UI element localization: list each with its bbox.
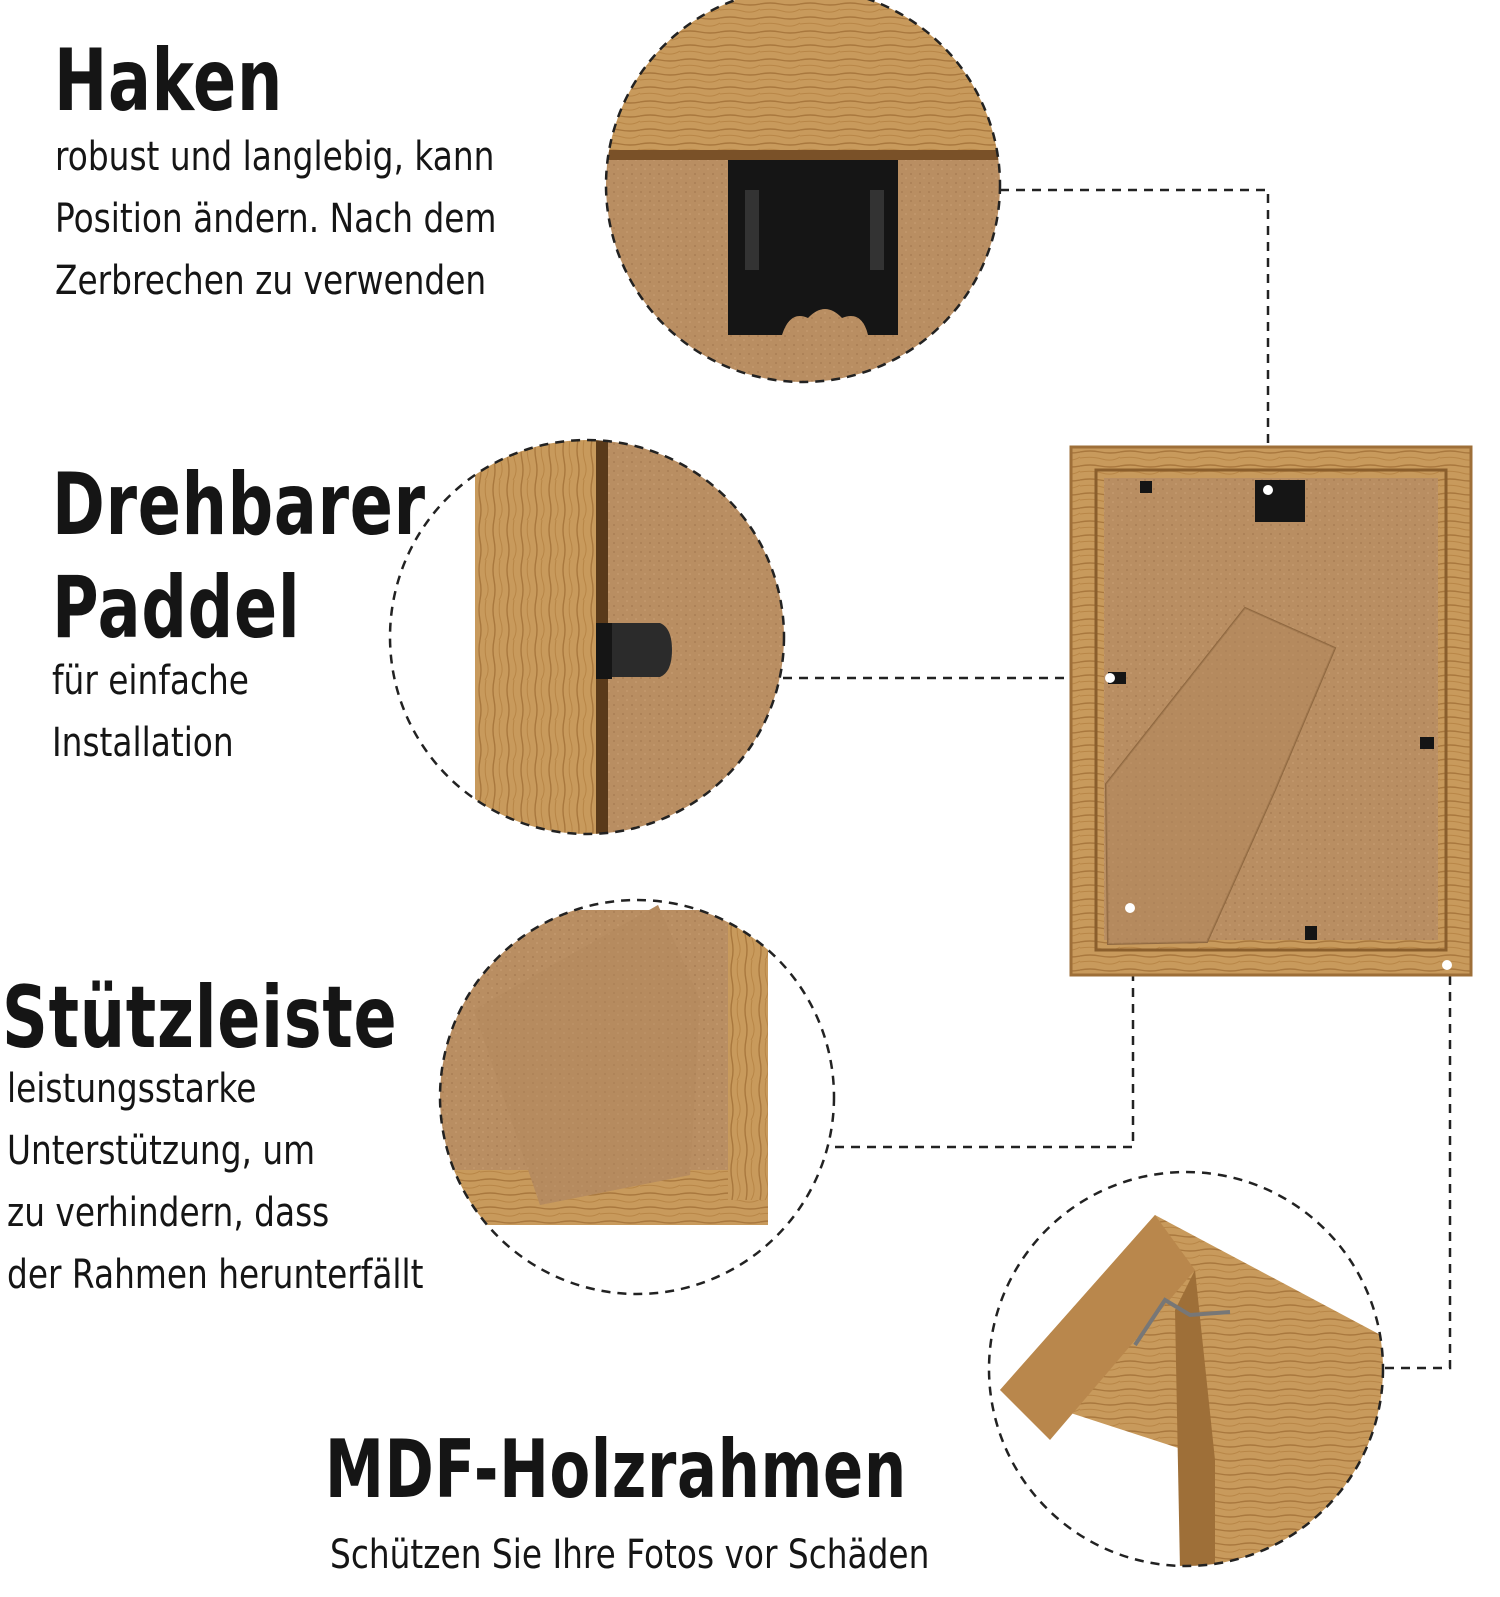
paddel-line-2: Installation — [52, 720, 234, 766]
paddel-title-line-1: Drehbarer — [52, 455, 426, 555]
stuetzleiste-line-1: leistungsstarke — [7, 1066, 257, 1112]
connector-haken — [1000, 190, 1268, 488]
paddel-line-1: für einfache — [52, 658, 249, 704]
haken-line-3: Zerbrechen zu verwenden — [55, 258, 487, 304]
haken-line-2: Position ändern. Nach dem — [55, 196, 497, 242]
stuetzleiste-line-3: zu verhindern, dass — [7, 1190, 330, 1236]
frame-hook-icon — [1255, 480, 1305, 522]
connector-holzrahmen — [1385, 968, 1450, 1368]
frame-back-image — [1071, 447, 1471, 975]
haken-line-1: robust und langlebig, kann — [55, 134, 495, 180]
paddel-title-line-2: Paddel — [52, 558, 301, 658]
paddle-detail-image — [385, 430, 798, 850]
stuetzleiste-line-4: der Rahmen herunterfällt — [7, 1252, 424, 1298]
stuetzleiste-title: Stützleiste — [2, 968, 398, 1068]
hook-detail-image — [600, 0, 1010, 390]
holzrahmen-subtitle: Schützen Sie Ihre Fotos vor Schäden — [330, 1532, 930, 1578]
stand-detail-image — [435, 895, 845, 1305]
stuetzleiste-line-2: Unterstützung, um — [7, 1128, 316, 1174]
haken-title: Haken — [54, 31, 283, 131]
holzrahmen-title: MDF-Holzrahmen — [325, 1423, 907, 1516]
